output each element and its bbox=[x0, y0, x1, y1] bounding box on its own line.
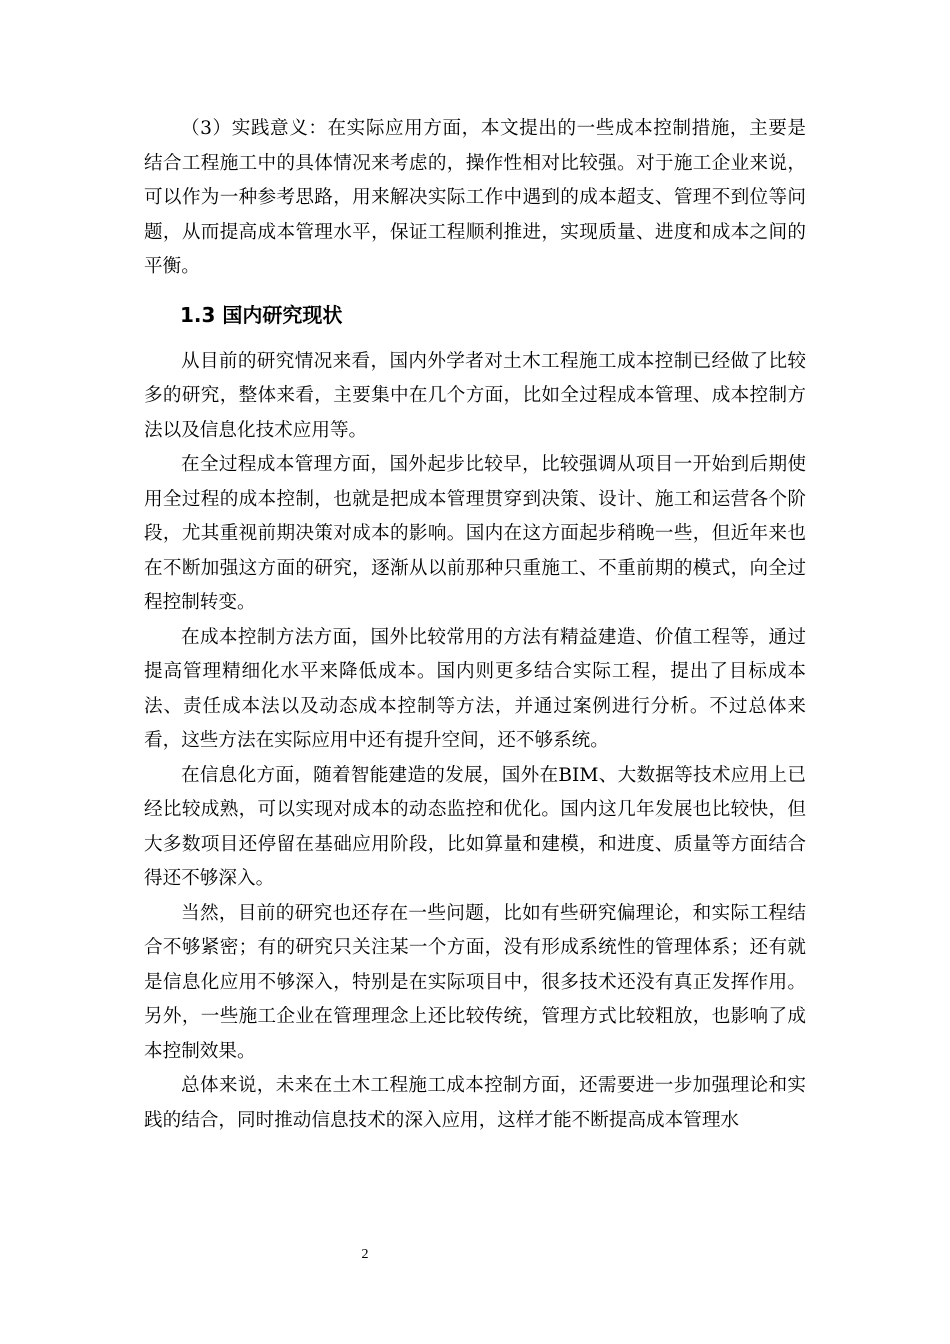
paragraph-informatization: 在信息化方面，随着智能建造的发展，国外在BIM、大数据等技术应用上已经比较成熟，可以实现对成本的动态监控和优化。国内这几年发展也比较快，但大多数项目还停留在基础应用阶段，比如算量和建模，和进度、质量等方面结合得还不够深入。 bbox=[144, 764, 806, 889]
paragraph-research-overview: 从目前的研究情况来看，国内外学者对土木工程施工成本控制已经做了比较多的研究，整体来看，主要集中在几个方面，比如全过程成本管理、成本控制方法以及信息化技术应用等。 bbox=[144, 350, 806, 441]
paragraph-existing-problems: 当然，目前的研究也还存在一些问题，比如有些研究偏理论，和实际工程结合不够紧密；有的研究只关注某一个方面，没有形成系统性的管理体系；还有就是信息化应用不够深入，特别是在实际项目中，很多技术还没有真正发挥作用。另外，一些施工企业在管理理念上还比较传统，管理方式比较粗放，也影响了成本控制效果。 bbox=[144, 902, 806, 1062]
paragraph-conclusion: 总体来说，未来在土木工程施工成本控制方面，还需要进一步加强理论和实践的结合，同时推动信息技术的深入应用，这样才能不断提高成本管理水 bbox=[144, 1075, 806, 1131]
section-heading: 1.3 国内研究现状 bbox=[180, 302, 343, 327]
paragraph-whole-process-management: 在全过程成本管理方面，国外起步比较早，比较强调从项目一开始到后期使用全过程的成本控制，也就是把成本管理贯穿到决策、设计、施工和运营各个阶段，尤其重视前期决策对成本的影响。国内在这方面起步稍晚一些，但近年来也在不断加强这方面的研究，逐渐从以前那种只重施工、不重前期的模式，向全过程控制转变。 bbox=[144, 454, 806, 613]
paragraph-practical-significance: （3）实践意义：在实际应用方面，本文提出的一些成本控制措施，主要是结合工程施工中的具体情况来考虑的，操作性相对比较强。对于施工企业来说，可以作为一种参考思路，用来解决实际工作中遇到的成本超支、管理不到位等问题，从而提高成本管理水平，保证工程顺利推进，实现质量、进度和成本之间的平衡。 bbox=[144, 118, 806, 277]
page-number: 2 bbox=[361, 1247, 369, 1262]
paragraph-control-methods: 在成本控制方法方面，国外比较常用的方法有精益建造、价值工程等，通过提高管理精细化水平来降低成本。国内则更多结合实际工程，提出了目标成本法、责任成本法以及动态成本控制等方法，并通过案例进行分析。不过总体来看，这些方法在实际应用中还有提升空间，还不够系统。 bbox=[144, 626, 806, 751]
document-body bbox=[144, 112, 806, 1138]
